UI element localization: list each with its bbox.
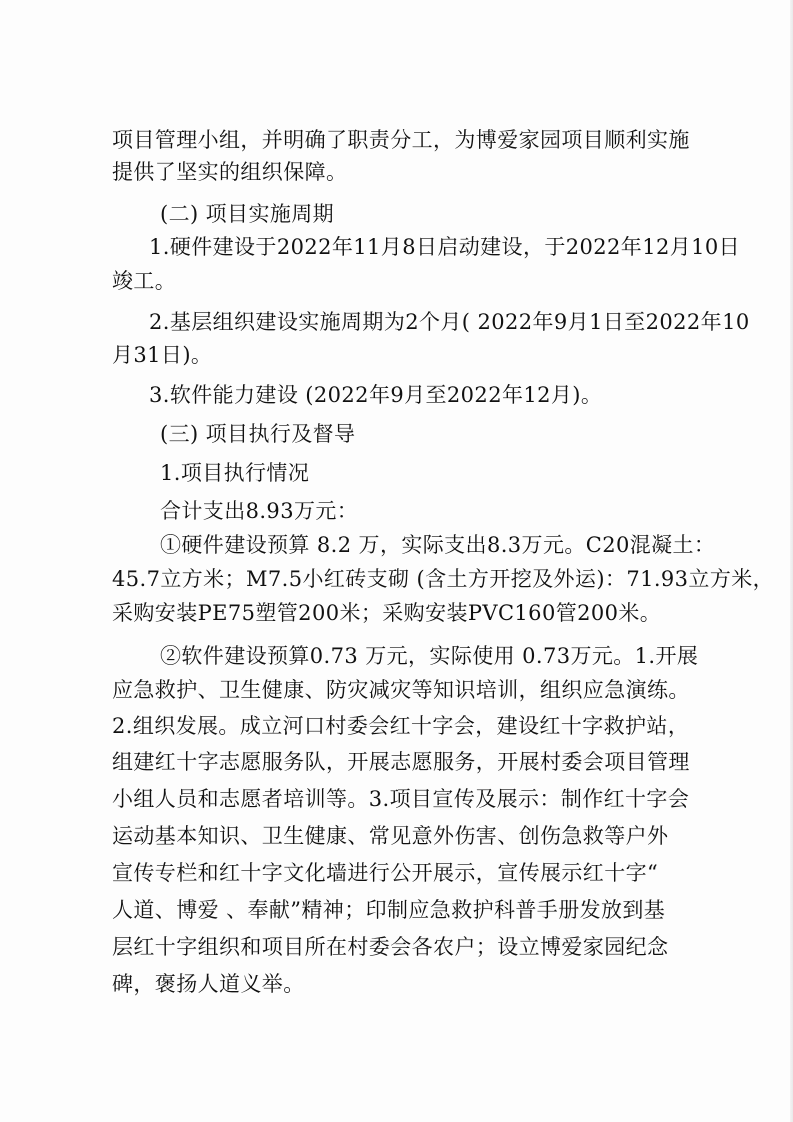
paragraph-line-7: 月31日)。 <box>112 343 213 367</box>
software-budget-line-1: ②软件建设预算0.73 万元，实际使用 0.73万元。1.开展 <box>160 644 699 668</box>
software-budget-line-2: 应急救护、卫生健康、防灾减灾等知识培训，组织应急演练。 <box>112 678 690 702</box>
software-budget-line-10: 碑，褒扬人道义举。 <box>112 972 305 996</box>
hardware-budget-line-1: ①硬件建设预算 8.2 万，实际支出8.3万元。C20混凝土： <box>160 533 716 557</box>
software-budget-line-5: 小组人员和志愿者培训等。3.项目宣传及展示：制作红十字会 <box>112 787 690 811</box>
summary-line: 合计支出8.93万元： <box>160 499 359 523</box>
software-budget-line-8: 人道、博爱 、奉献”精神；印制应急救护科普手册发放到基 <box>112 898 666 922</box>
subsection-heading-1: 1.项目执行情况 <box>160 461 310 485</box>
paragraph-line-4: 1.硬件建设于2022年11月8日启动建设，于2022年12月10日 <box>149 235 741 259</box>
software-budget-line-3: 2.组织发展。成立河口村委会红十字会，建设红十字救护站， <box>112 714 690 738</box>
hardware-budget-line-3: 采购安装PE75塑管200米；采购安装PVC160管200米。 <box>112 601 662 625</box>
section-heading-3: (三) 项目执行及督导 <box>160 422 356 446</box>
section-heading-2: (二) 项目实施周期 <box>160 202 335 226</box>
software-budget-line-6: 运动基本知识、卫生健康、常见意外伤害、创伤急救等户外 <box>112 824 669 848</box>
paragraph-line-2: 提供了坚实的组织保障。 <box>112 160 348 184</box>
hardware-budget-line-2: 45.7立方米；M7.5小红砖支砌 (含土方开挖及外运)：71.93立方米， <box>112 567 775 591</box>
software-budget-line-9: 层红十字组织和项目所在村委会各农户；设立博爱家园纪念 <box>112 935 669 959</box>
paragraph-line-6: 2.基层组织建设实施周期为2个月( 2022年9月1日至2022年10 <box>149 310 750 334</box>
paragraph-line-1: 项目管理小组，并明确了职责分工，为博爱家园项目顺利实施 <box>112 128 690 152</box>
paragraph-line-8: 3.软件能力建设 (2022年9月至2022年12月)。 <box>149 383 603 407</box>
paragraph-line-5: 竣工。 <box>112 269 177 293</box>
software-budget-line-4: 组建红十字志愿服务队，开展志愿服务，开展村委会项目管理 <box>112 750 690 774</box>
software-budget-line-7: 宣传专栏和红十字文化墙进行公开展示，宣传展示红十字“ <box>112 861 659 885</box>
